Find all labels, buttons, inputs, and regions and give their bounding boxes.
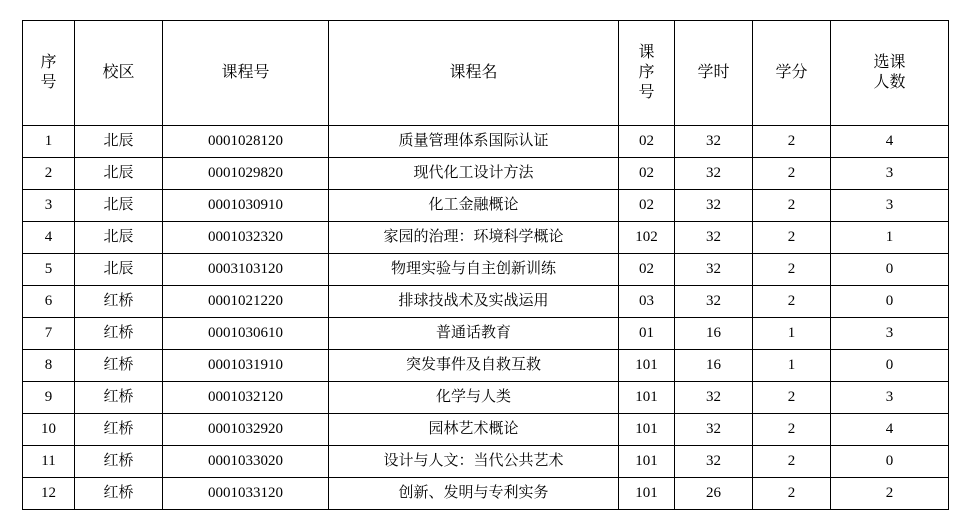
column-header-credit: 学分 — [753, 21, 831, 126]
cell-code: 0003103120 — [163, 254, 329, 286]
column-header-count-label: 选课人数 — [873, 53, 906, 91]
cell-course-seq: 102 — [619, 222, 675, 254]
cell-hours: 32 — [675, 222, 753, 254]
cell-campus: 北辰 — [75, 190, 163, 222]
cell-credit: 2 — [753, 190, 831, 222]
table-row — [23, 190, 949, 222]
cell-credit: 1 — [753, 318, 831, 350]
cell-seq: 1 — [23, 126, 75, 158]
cell-count: 4 — [831, 126, 949, 158]
cell-name: 现代化工设计方法 — [329, 158, 619, 190]
cell-hours: 32 — [675, 414, 753, 446]
cell-name: 设计与人文：当代公共艺术 — [329, 446, 619, 478]
cell-seq: 12 — [23, 478, 75, 510]
cell-course-seq: 02 — [619, 254, 675, 286]
cell-count: 0 — [831, 446, 949, 478]
cell-course-seq: 02 — [619, 190, 675, 222]
cell-count: 3 — [831, 318, 949, 350]
cell-credit: 2 — [753, 158, 831, 190]
cell-seq: 10 — [23, 414, 75, 446]
column-header-seq — [23, 21, 75, 126]
cell-seq: 5 — [23, 254, 75, 286]
cell-hours: 32 — [675, 286, 753, 318]
column-header-course-seq-label: 课序号 — [638, 43, 655, 101]
column-header-campus: 校区 — [75, 21, 163, 126]
course-table — [22, 20, 949, 510]
table-row — [23, 414, 949, 446]
cell-seq: 9 — [23, 382, 75, 414]
cell-campus: 北辰 — [75, 254, 163, 286]
cell-count: 3 — [831, 158, 949, 190]
table-row — [23, 126, 949, 158]
cell-campus: 红桥 — [75, 478, 163, 510]
cell-code: 0001021220 — [163, 286, 329, 318]
cell-hours: 32 — [675, 190, 753, 222]
cell-campus: 红桥 — [75, 286, 163, 318]
cell-count: 1 — [831, 222, 949, 254]
cell-seq: 3 — [23, 190, 75, 222]
cell-course-seq: 101 — [619, 350, 675, 382]
cell-course-seq: 101 — [619, 414, 675, 446]
cell-seq: 8 — [23, 350, 75, 382]
cell-name: 化学与人类 — [329, 382, 619, 414]
cell-hours: 16 — [675, 350, 753, 382]
cell-name: 质量管理体系国际认证 — [329, 126, 619, 158]
cell-hours: 32 — [675, 254, 753, 286]
cell-campus: 北辰 — [75, 126, 163, 158]
cell-code: 0001032920 — [163, 414, 329, 446]
cell-credit: 2 — [753, 446, 831, 478]
cell-code: 0001028120 — [163, 126, 329, 158]
cell-course-seq: 02 — [619, 126, 675, 158]
column-header-seq-label: 序号 — [40, 53, 57, 91]
cell-hours: 32 — [675, 382, 753, 414]
cell-hours: 16 — [675, 318, 753, 350]
table-row — [23, 286, 949, 318]
cell-hours: 26 — [675, 478, 753, 510]
cell-course-seq: 101 — [619, 446, 675, 478]
cell-credit: 2 — [753, 254, 831, 286]
column-header-hours: 学时 — [675, 21, 753, 126]
cell-code: 0001033020 — [163, 446, 329, 478]
table-header-row — [23, 21, 949, 126]
cell-seq: 2 — [23, 158, 75, 190]
cell-campus: 北辰 — [75, 222, 163, 254]
table-row — [23, 158, 949, 190]
cell-credit: 2 — [753, 414, 831, 446]
column-header-name: 课程名 — [329, 21, 619, 126]
cell-campus: 红桥 — [75, 318, 163, 350]
cell-course-seq: 03 — [619, 286, 675, 318]
table-row — [23, 478, 949, 510]
cell-name: 普通话教育 — [329, 318, 619, 350]
cell-course-seq: 101 — [619, 382, 675, 414]
cell-count: 0 — [831, 350, 949, 382]
cell-hours: 32 — [675, 446, 753, 478]
cell-campus: 红桥 — [75, 414, 163, 446]
column-header-course-seq — [619, 21, 675, 126]
cell-campus: 红桥 — [75, 446, 163, 478]
column-header-count — [831, 21, 949, 126]
cell-credit: 2 — [753, 286, 831, 318]
cell-name: 突发事件及自救互救 — [329, 350, 619, 382]
cell-course-seq: 01 — [619, 318, 675, 350]
table-row — [23, 446, 949, 478]
cell-campus: 北辰 — [75, 158, 163, 190]
cell-count: 0 — [831, 286, 949, 318]
cell-credit: 2 — [753, 478, 831, 510]
cell-credit: 2 — [753, 222, 831, 254]
cell-credit: 2 — [753, 382, 831, 414]
table-row — [23, 350, 949, 382]
cell-name: 排球技战术及实战运用 — [329, 286, 619, 318]
column-header-code: 课程号 — [163, 21, 329, 126]
cell-count: 4 — [831, 414, 949, 446]
cell-hours: 32 — [675, 158, 753, 190]
cell-count: 3 — [831, 382, 949, 414]
table-row — [23, 222, 949, 254]
cell-seq: 6 — [23, 286, 75, 318]
cell-seq: 7 — [23, 318, 75, 350]
cell-name: 园林艺术概论 — [329, 414, 619, 446]
cell-name: 创新、发明与专利实务 — [329, 478, 619, 510]
cell-course-seq: 02 — [619, 158, 675, 190]
cell-count: 3 — [831, 190, 949, 222]
cell-seq: 4 — [23, 222, 75, 254]
cell-code: 0001030610 — [163, 318, 329, 350]
table-row — [23, 318, 949, 350]
cell-count: 2 — [831, 478, 949, 510]
cell-hours: 32 — [675, 126, 753, 158]
cell-name: 家园的治理：环境科学概论 — [329, 222, 619, 254]
table-row — [23, 254, 949, 286]
cell-count: 0 — [831, 254, 949, 286]
cell-course-seq: 101 — [619, 478, 675, 510]
cell-name: 物理实验与自主创新训练 — [329, 254, 619, 286]
cell-credit: 1 — [753, 350, 831, 382]
cell-code: 0001032320 — [163, 222, 329, 254]
cell-code: 0001031910 — [163, 350, 329, 382]
cell-code: 0001033120 — [163, 478, 329, 510]
cell-campus: 红桥 — [75, 382, 163, 414]
cell-code: 0001032120 — [163, 382, 329, 414]
cell-name: 化工金融概论 — [329, 190, 619, 222]
cell-credit: 2 — [753, 126, 831, 158]
cell-code: 0001029820 — [163, 158, 329, 190]
cell-code: 0001030910 — [163, 190, 329, 222]
cell-campus: 红桥 — [75, 350, 163, 382]
cell-seq: 11 — [23, 446, 75, 478]
table-row — [23, 382, 949, 414]
